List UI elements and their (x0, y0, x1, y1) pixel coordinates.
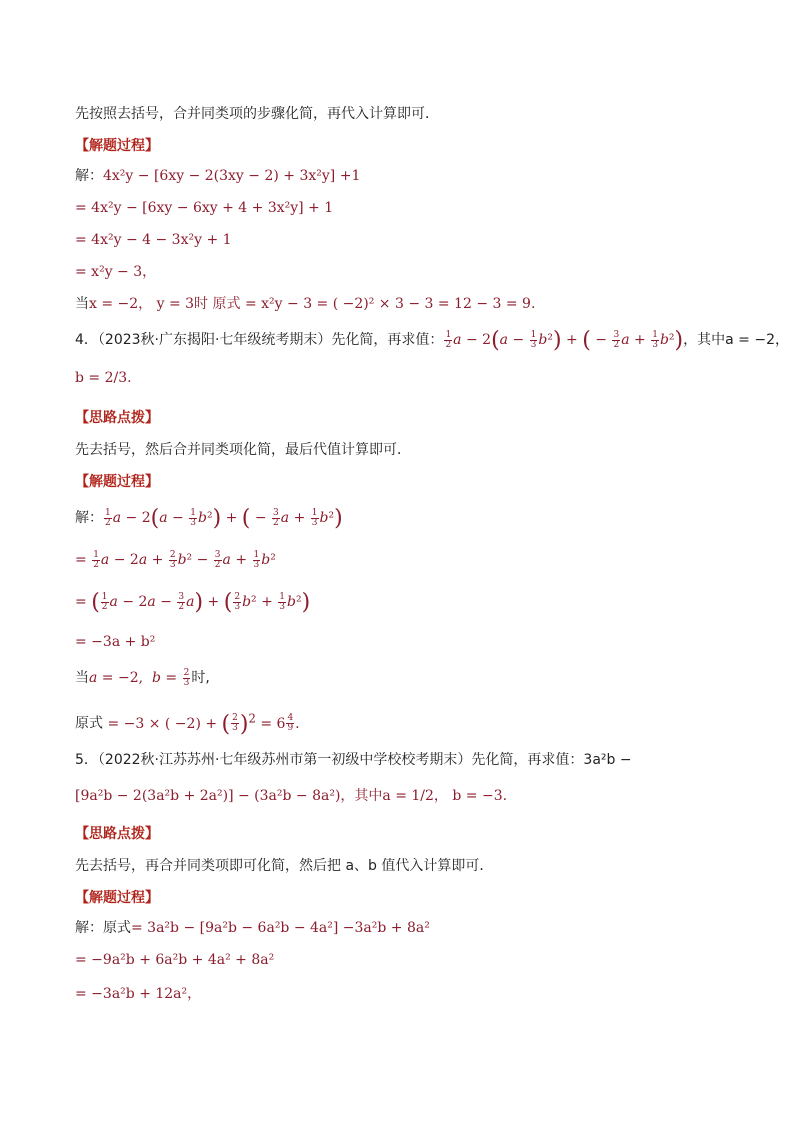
solution-step-2: = 4x²y − [6xy − 6xy + 4 + 3x²y] + 1 (75, 200, 334, 216)
solution-heading-4: 【解题过程】 (75, 474, 159, 490)
hint-heading-4: 【思路点拨】 (75, 410, 159, 426)
solution-4-step-2: = $\frac{1}{2}$ a − 2a + $\frac{2}{3}$ b² − $\frac{3}{2}$ a + $\frac{1}{3}$ b² (75, 549, 276, 570)
solution-5-step-2: = −9a²b + 6a²b + 4a² + 8a² (75, 952, 275, 968)
question-4: 4．（2023秋·广东揭阳·七年级统考期末）先化简，再求值： $\frac{1}{2}$ a − 2(a − $\frac{1}{3}$ b²) + ( − $\frac{3}{2}$ a + $\frac{1}{3}$ b²)，其中a = −2， (75, 328, 789, 353)
solution-4-result: 原式 = −3 × ( −2) + ( $\frac{2}{3}$ )$^2$ = 6 $\frac{4}{9}$ . (75, 711, 300, 737)
solution-5-step-3: = −3a²b + 12a²， (75, 986, 202, 1002)
solution-4-condition: 当a = −2, b = $\frac{2}{3}$ 时, (75, 667, 210, 688)
solution-4-step-1: 解： $\frac{1}{2}$ a − 2(a − $\frac{1}{3}$ b²) + ( − $\frac{3}{2}$ a + $\frac{1}{3}$ b²) (75, 506, 343, 531)
solution-step-3: = 4x²y − 4 − 3x²y + 1 (75, 232, 232, 248)
question-5-expression: [9a²b − 2(3a²b + 2a²)] − (3a²b − 8a²)，其中a = 1/2， b = −3. (75, 788, 508, 804)
hint-heading-5: 【思路点拨】 (75, 826, 159, 842)
solution-4-step-3: = ( $\frac{1}{2}$ a − 2a − $\frac{3}{2}$ a) + ( $\frac{2}{3}$ b² + $\frac{1}{3}$ b²) (75, 590, 311, 615)
question-4-condition: b = 2/3. (75, 370, 132, 386)
solution-4-step-4: = −3a + b² (75, 634, 156, 650)
solution-result-3: 当x = −2， y = 3时 原式 = x²y − 3 = ( −2)² × 3 − 3 = 12 − 3 = 9. (75, 296, 536, 312)
solution-step-4: = x²y − 3， (75, 264, 157, 280)
hint-text-3: 先按照去括号，合并同类项的步骤化简，再代入计算即可． (75, 106, 439, 122)
hint-text-5: 先去括号，再合并同类项即可化简，然后把 a、b 值代入计算即可． (75, 858, 494, 874)
solution-heading-5: 【解题过程】 (75, 890, 159, 906)
question-5: 5．（2022秋·江苏苏州·七年级苏州市第一初级中学校校考期末）先化简，再求值：3a²b − (75, 752, 632, 768)
hint-text-4: 先去括号，然后合并同类项化简，最后代值计算即可． (75, 442, 411, 458)
solution-5-step-1: 解：原式= 3a²b − [9a²b − 6a²b − 4a²] −3a²b + 8a² (75, 920, 430, 936)
solution-step-1: 解：4x²y − [6xy − 2(3xy − 2) + 3x²y] +1 (75, 168, 361, 184)
solution-heading-3: 【解题过程】 (75, 138, 159, 154)
